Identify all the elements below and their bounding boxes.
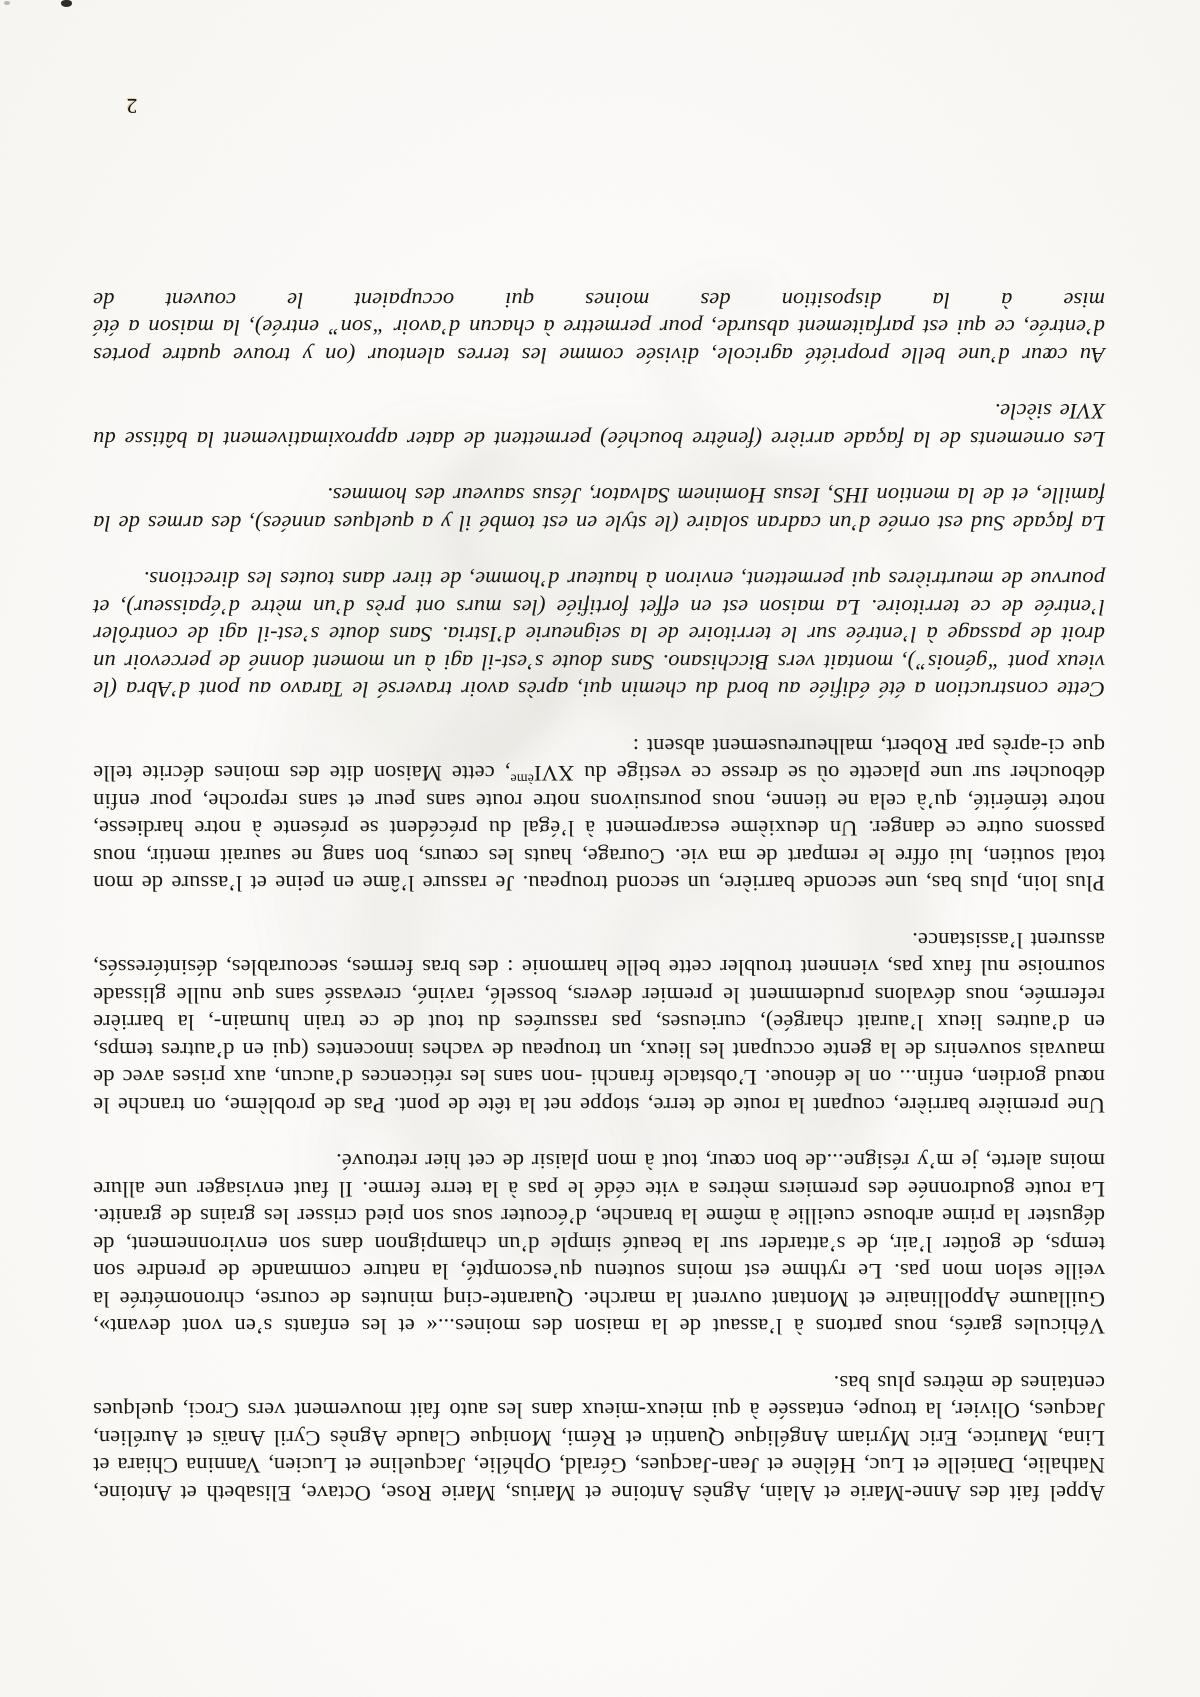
text-segment: La façade Sud est ornée d’un cadran solaire (le style en est tombé il y a quelques années), des armes de la famille, et de la mention IHS, Iesus Hominem Salvator, Jésus sauveur des hommes. — [93, 483, 1105, 536]
text-segment: Véhicules garés, nous partons à l’assaut de la maison des moines...« et les enfants s’en vont devant», Guillaume Appollinaire et Montant ouvrent la marche. Quarante-cinq minutes de course, chronométrée la veille selon mon pas. Le rythme est moins soutenu qu’escompté, la nature commande de prendre son temps, de goûter l’air, de s’attarder sur la beauté simple d’un champignon dans son environnement, de déguster la prime arbouse cueillie à même la branche, d’écouter sous son pied crisser les grains de granite. La route goudronnée des premiers mètres a vite cédé le pas à la terre ferme. Il faut envisager une allure moins alerte, je m’y résigne...de bon cœur, tout à mon plaisir de cet hier retrouvé. — [93, 1149, 1105, 1340]
paragraph-second-barrier — [93, 733, 1105, 898]
page-number: 2 — [126, 94, 138, 118]
text-segment: Les ornements de la façade arrière (fenêtre bouchée) permettent de dater approximativement la bâtisse du XVIe siècle. — [93, 399, 1105, 452]
text-segment: Cette construction a été édifiée au bord du chemin qui, après avoir traversé le Taravo au pont d’Abra (le vieux pont “génois”), montait vers Bicchisano. Sans doute s’est-il agi à un moment donné de percevoir un droit de passage à l’entrée sur le territoire de la seigneurie d’Istria. Sans doute s’est-il agi de contrôler l’entrée de ce territoire. La maison est en effet fortifiée (les murs ont près d’un mètre d’épaisseur), et pourvue de meurtrières qui permettent, environ à hauteur d’homme, de tirer dans toutes les directions. — [93, 567, 1105, 703]
scan-speck — [61, 0, 72, 7]
paragraph-ornements — [93, 398, 1105, 453]
text-block — [93, 258, 1105, 1508]
text-segment: Une première barrière, coupant la route de terre, stoppe net la tête de pont. Pas de problème, on tranche le nœud gordien, enfin... on le dénoue. L’obstacle franchi -non sans les réticences d’aucun, aux prises avec de mauvais souvenirs de la gente occupant les lieux, un troupeau de vaches innocentes (qui en d’autres temps, en d’autres lieux l’aurait chargée), curieuses, pas rassurées du tout de ce train humain-, la barrière refermée, nous dévalons prudemment le premier devers, bosselé, raviné, crevassé sans que nulle glissade sournoise nul faux pas, viennent troubler cette belle harmonie : des bras fermes, secourables, désintéressés, assurent l’assistance. — [93, 928, 1105, 1118]
paragraph-construction — [93, 566, 1105, 704]
scan-edge-dot — [4, 1, 10, 5]
paragraph-walk — [93, 1148, 1105, 1341]
paragraph-first-barrier — [93, 927, 1105, 1120]
text-segment: ème — [510, 771, 534, 786]
text-segment: Appel fait des Anne-Marie et Alain, Agnès Antoine et Marius, Marie Rose, Octave, Elisabeth et Antoine, Nathalie, Danielle et Luc, Hélène et Jean-Jacques, Gérald, Ophélie, Jacqueline et Lucien, Vannina Chiara et Lina, Maurice, Eric Myriam Angélique Quantin et Rémi, Monique Claude Agnès Cyril Anaïs et Aurélien, Jacques, Olivier, la troupe, entassée à qui mieux-mieux dans les auto fait mouvement vers Croci, quelques centaines de mètres plus bas. — [93, 1371, 1105, 1506]
text-segment: Plus loin, plus bas, une seconde barrière, un second troupeau. Je rassure l’âme en peine et l’assure de mon total soutien, lui offre le rempart de ma vie. Courage, hauts les cœurs, bon sang ne saurait mentir, nous passons outre ce danger. Un deuxième escarpement à l’égal du précédent se présente à notre hardiesse, notre témérité, qu’à cela ne tienne, nous poursuivons notre route sans peur et sans reproche, pour enfin déboucher sur une placette où se dresse ce vestige du XVI — [93, 761, 1105, 897]
paragraph-roll-call — [93, 1370, 1105, 1508]
text-segment: , cette Maison dite des moines décrite telle que ci-après par Robert, malheureusement absent : — [93, 734, 1105, 787]
paragraph-propriete — [93, 287, 1105, 370]
paragraph-facade-sud — [93, 482, 1105, 537]
text-segment: Au cœur d’une belle propriété agricole, divisée comme les terres alentour (on y trouve quatre portes d’entrée, ce qui est parfaitement absurde, pour permettre à chacun d’avoir “son” entrée), la maison a été mise à la disposition des moines qui occupaient le couvent de — [93, 288, 1105, 368]
